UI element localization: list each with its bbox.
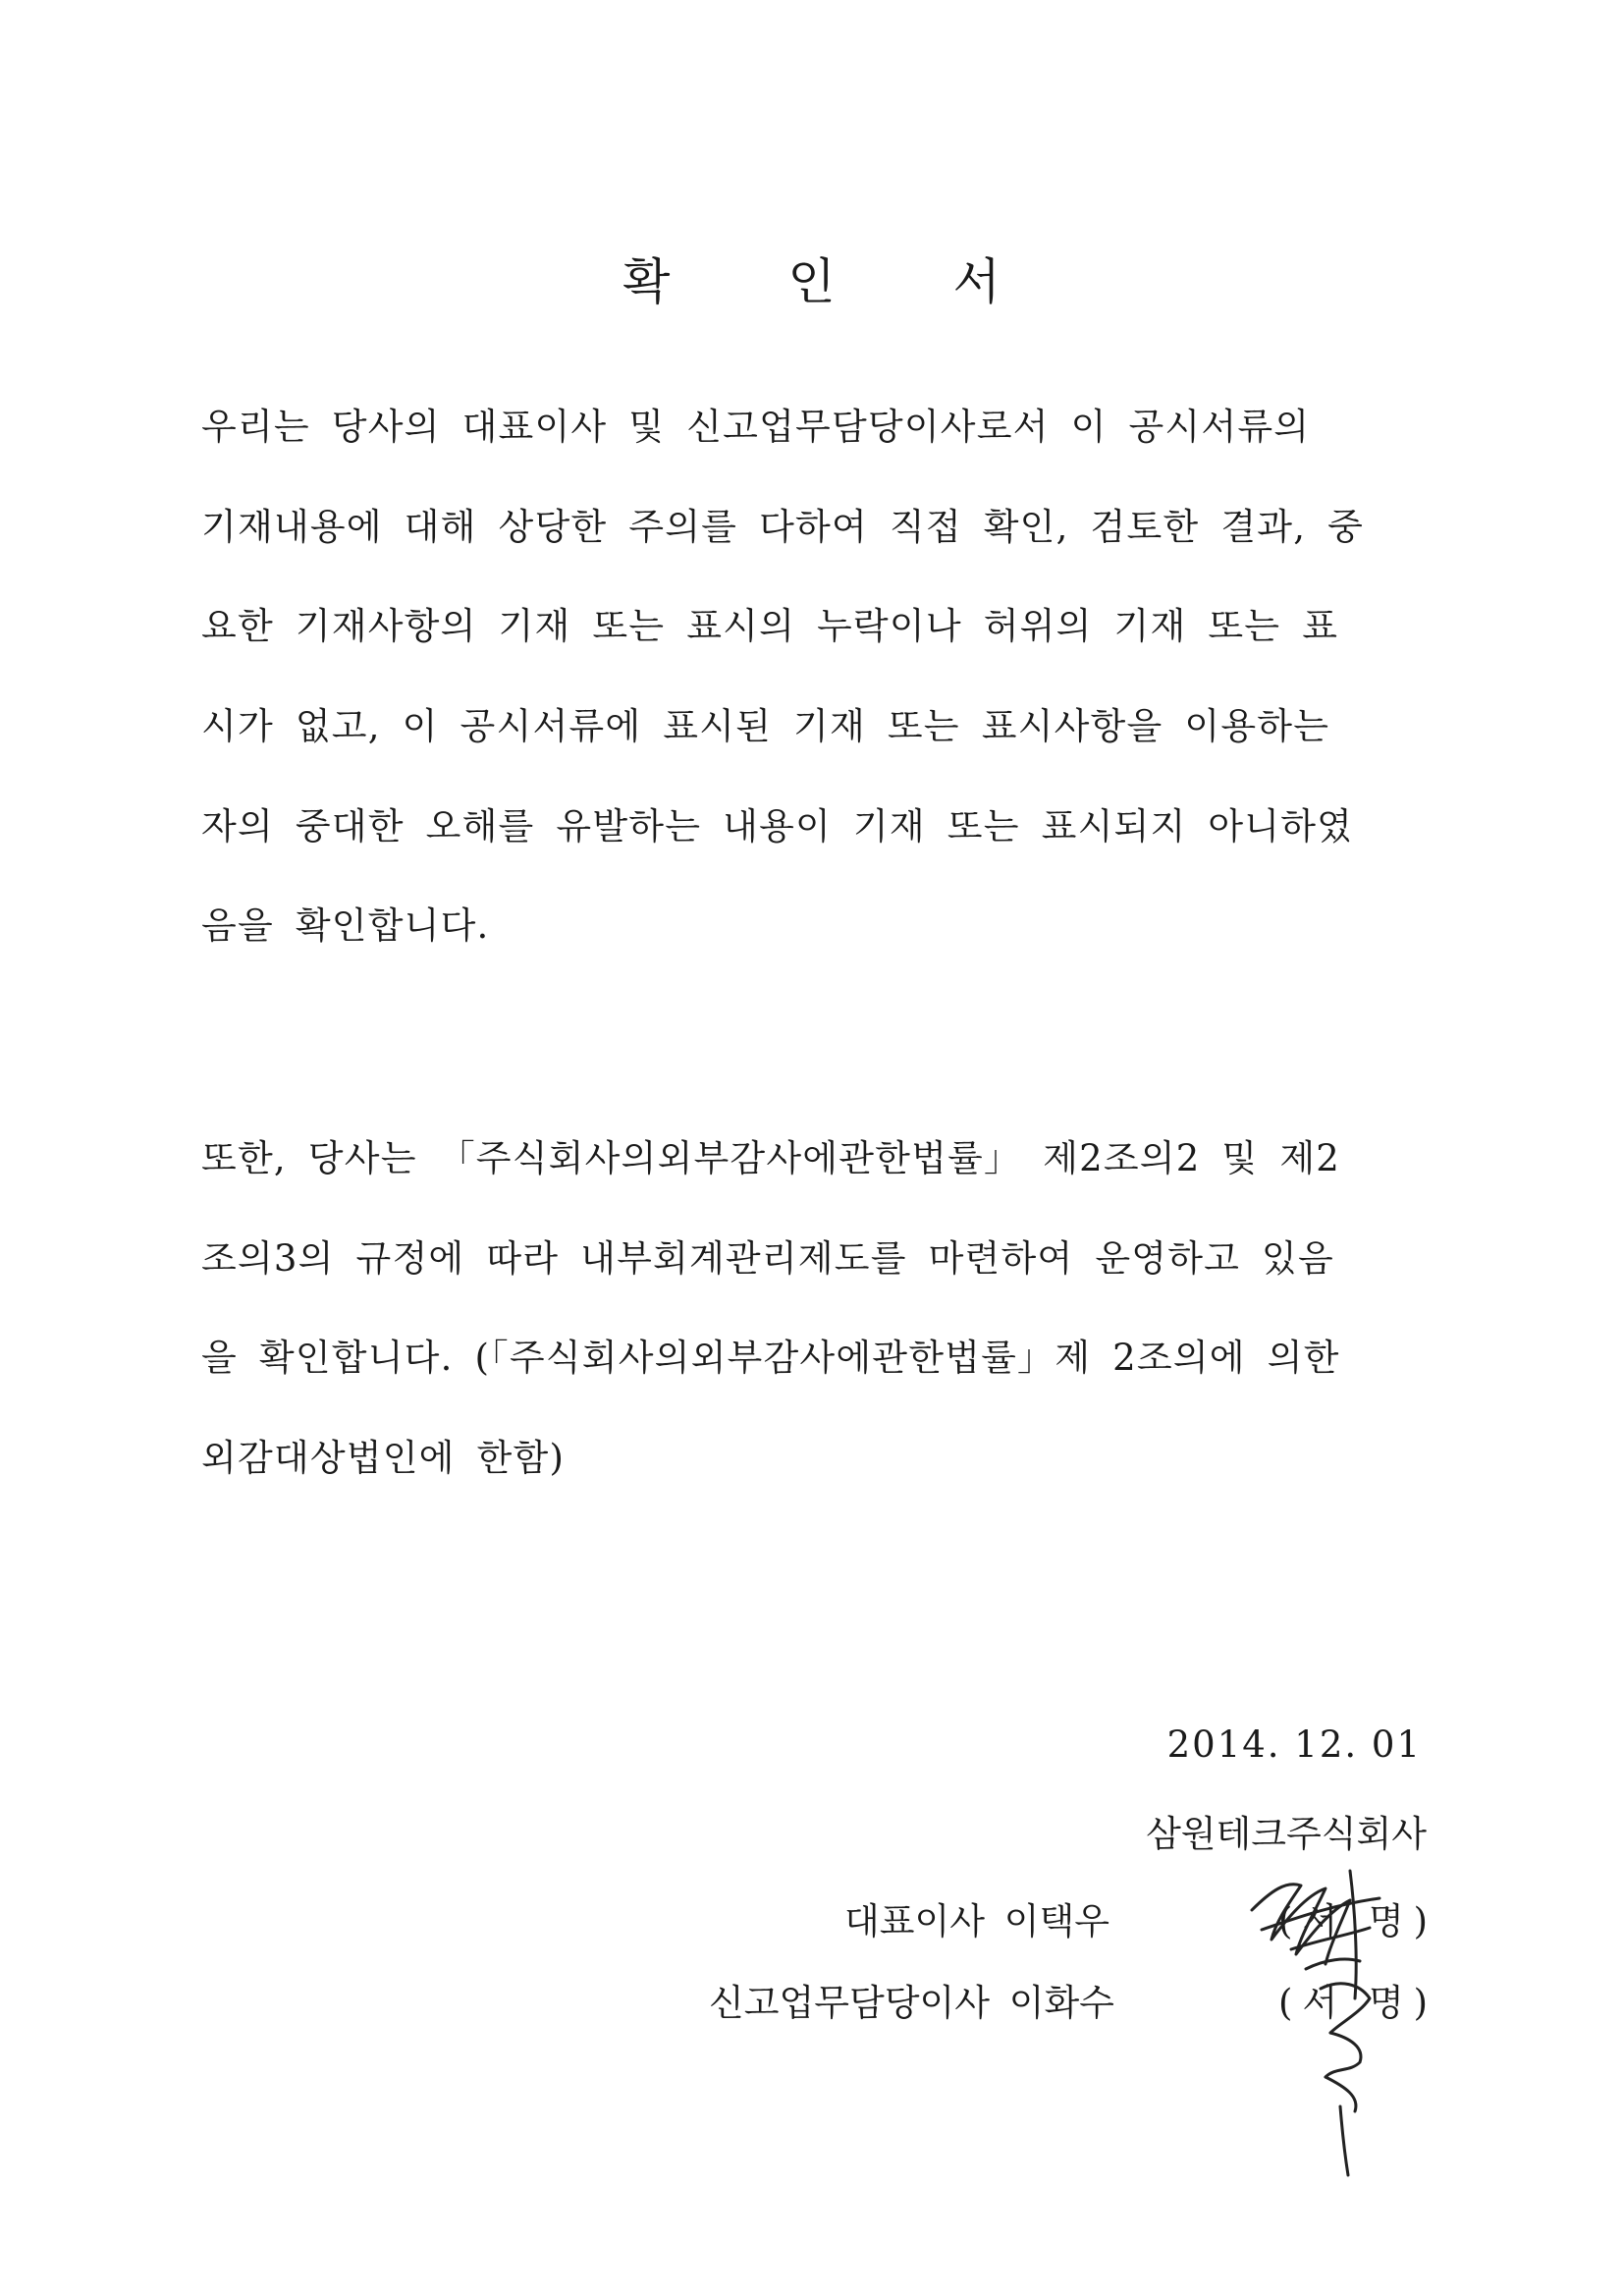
paragraph-1-line: 음을 확인합니다. [201, 904, 490, 947]
paragraph-2-line: 또한, 당사는 「주식회사의외부감사에관한법률」 제2조의2 및 제2 [201, 1137, 1340, 1179]
paragraph-2-line: 조의3의 규정에 따라 내부회계관리제도를 마련하여 운영하고 있음 [201, 1237, 1334, 1280]
company-name: 삼원테크주식회사 [1146, 1813, 1427, 1855]
officer-sign-label: (서 명) [1278, 1982, 1438, 2024]
disclosure-officer-signer: 신고업무담당이사 이화수 [709, 1982, 1114, 2024]
paragraph-1-line: 자의 중대한 오해를 유발하는 내용이 기재 또는 표시되지 아니하였 [201, 805, 1354, 847]
handwritten-signature [1232, 1851, 1429, 2185]
paragraph-1-line: 우리는 당사의 대표이사 및 신고업무담당이사로서 이 공시서류의 [201, 406, 1311, 448]
ceo-signer: 대표이사 이택우 [844, 1900, 1109, 1942]
document-date: 2014. 12. 01 [1166, 1723, 1422, 1766]
ceo-sign-label: (서 명) [1278, 1900, 1438, 1942]
document-title: 확 인 서 [622, 253, 1052, 310]
paragraph-2-line: 외감대상법인에 한함) [201, 1437, 566, 1479]
paragraph-1-line: 시가 없고, 이 공시서류에 표시된 기재 또는 표시사항을 이용하는 [201, 705, 1330, 747]
paragraph-1-line: 기재내용에 대해 상당한 주의를 다하여 직접 확인, 검토한 결과, 중 [201, 506, 1365, 548]
paragraph-2-line: 을 확인합니다. (「주식회사의외부감사에관한법률」제 2조의에 의한 [201, 1337, 1340, 1379]
paragraph-1-line: 요한 기재사항의 기재 또는 표시의 누락이나 허위의 기재 또는 표 [201, 605, 1339, 647]
